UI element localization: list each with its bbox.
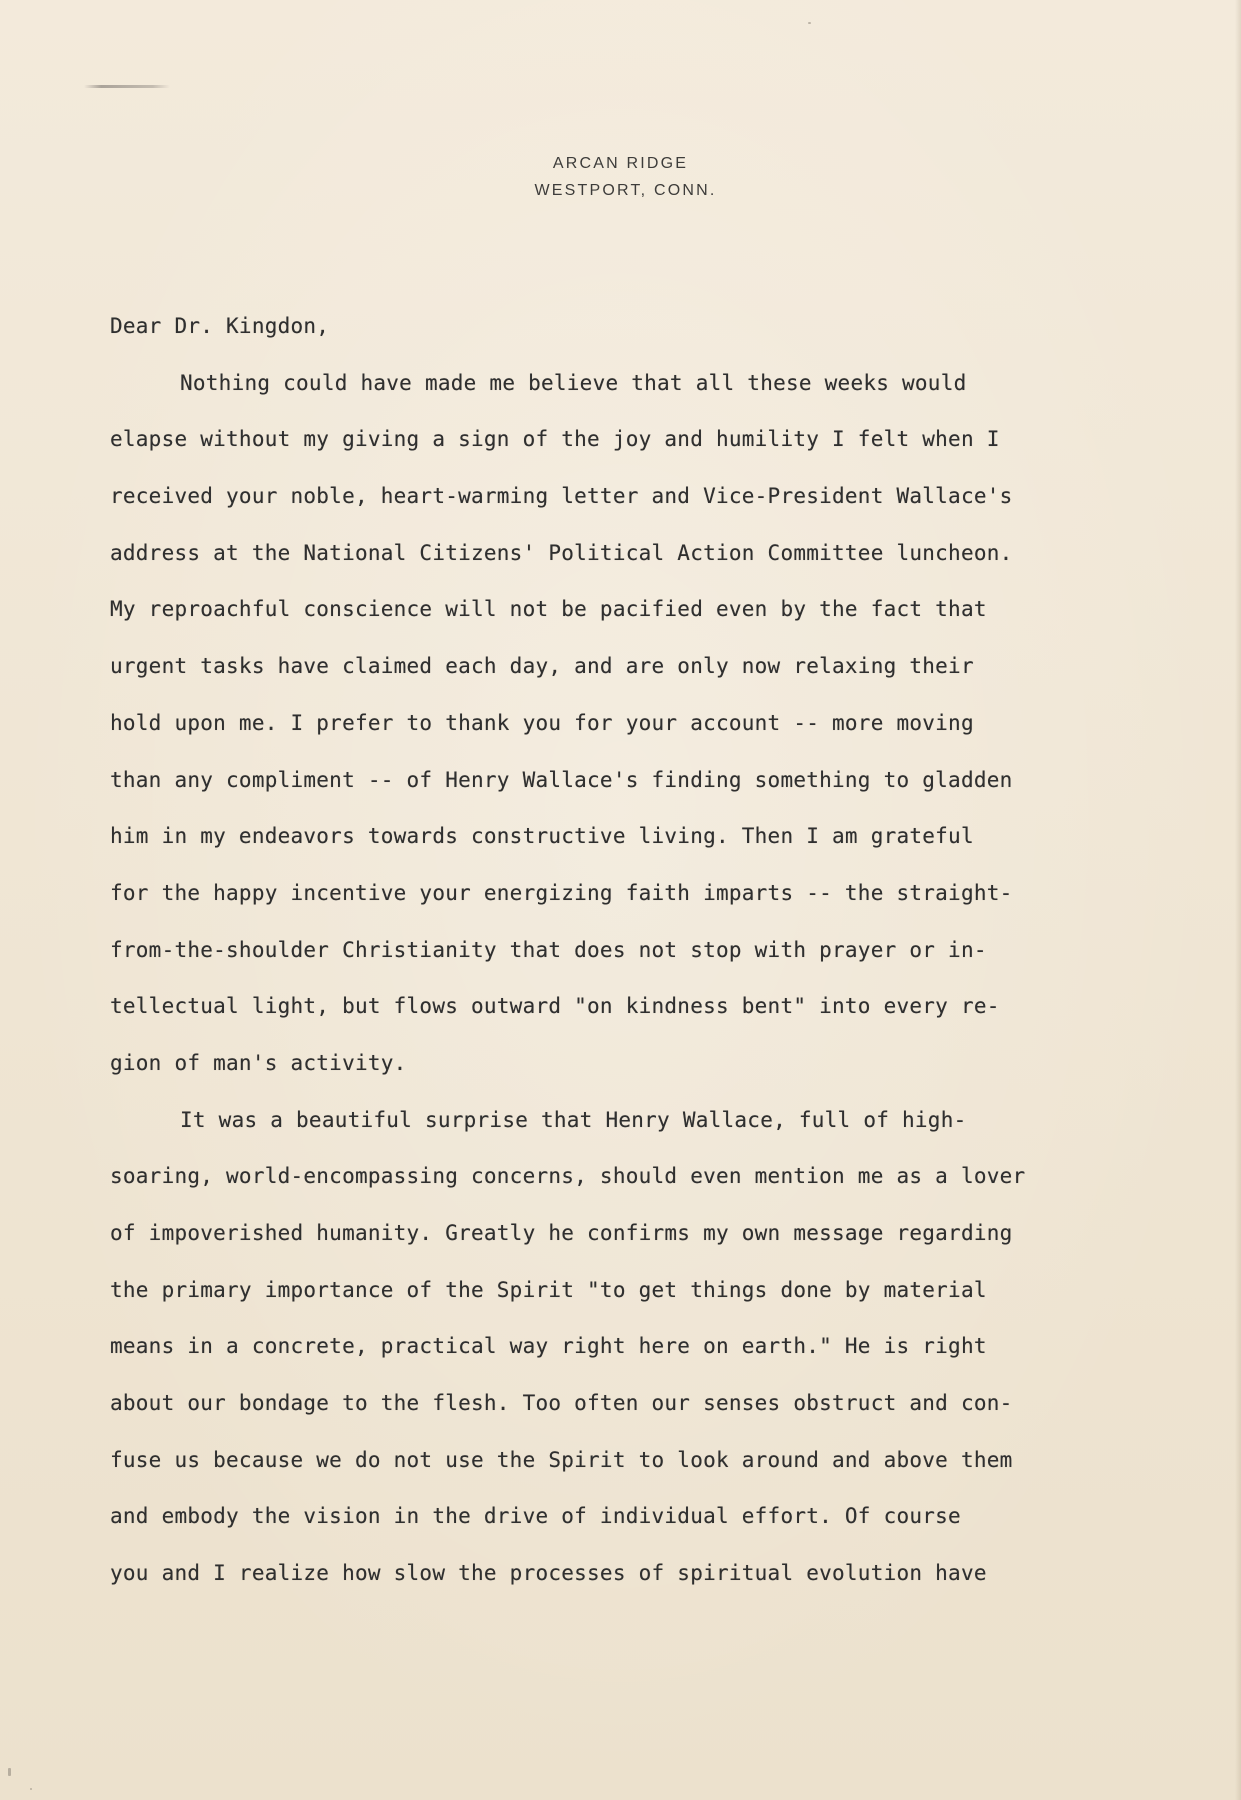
paper-speck <box>8 1768 11 1776</box>
paragraph-1-line: urgent tasks have claimed each day, and are only now relaxing their <box>110 654 974 679</box>
paragraph-1-line: Nothing could have made me believe that all these weeks would <box>180 370 967 395</box>
letterhead-town: WESTPORT, CONN. <box>534 182 717 199</box>
salutation: Dear Dr. Kingdon, <box>110 314 330 338</box>
paragraph-2-line: It was a beautiful surprise that Henry Wallace, full of high- <box>180 1107 967 1132</box>
paragraph-1-line: address at the National Citizens' Political Action Committee luncheon. <box>110 540 1013 565</box>
page-edge <box>1235 0 1241 1800</box>
paragraph-2-line: about our bondage to the flesh. Too often our senses obstruct and con- <box>110 1391 1013 1416</box>
paragraph-2-line: fuse us because we do not use the Spirit to look around and above them <box>110 1447 1013 1472</box>
paragraph-1-line: received your noble, heart-warming letter and Vice-President Wallace's <box>110 484 1013 509</box>
paragraph-1-line: for the happy incentive your energizing faith imparts -- the straight- <box>110 880 1013 905</box>
paragraph-1-line: elapse without my giving a sign of the joy and humility I felt when I <box>110 427 1000 452</box>
paragraph-1-line: gion of man's activity. <box>110 1050 407 1075</box>
paper-speck <box>30 1788 32 1790</box>
paragraph-2-line: you and I realize how slow the processes of spiritual evolution have <box>110 1561 987 1586</box>
letterhead <box>0 150 1241 204</box>
letterhead-estate: ARCAN RIDGE <box>552 155 689 172</box>
paragraph-1-line: hold upon me. I prefer to thank you for your account -- more moving <box>110 710 974 735</box>
paper-speck <box>808 22 811 24</box>
pencil-mark <box>84 85 170 88</box>
paragraph-2-line: and embody the vision in the drive of individual effort. Of course <box>110 1504 961 1529</box>
paragraph-2-line: soaring, world-encompassing concerns, should even mention me as a lover <box>110 1164 1026 1189</box>
paragraph-1-line: My reproachful conscience will not be pacified even by the fact that <box>110 597 987 622</box>
paragraph-1-line: from-the-shoulder Christianity that does not stop with prayer or in- <box>110 937 987 962</box>
paragraph-1-line: than any compliment -- of Henry Wallace's finding something to gladden <box>110 767 1013 792</box>
paragraph-1-line: tellectual light, but flows outward "on kindness bent" into every re- <box>110 994 1000 1019</box>
paragraph-2-line: means in a concrete, practical way right here on earth." He is right <box>110 1334 987 1359</box>
letter-body <box>110 306 1150 1610</box>
paragraph-2-line: the primary importance of the Spirit "to get things done by material <box>110 1277 987 1302</box>
paragraph-2-line: of impoverished humanity. Greatly he confirms my own message regarding <box>110 1221 1013 1245</box>
paragraph-1-line: him in my endeavors towards constructive living. Then I am grateful <box>110 824 974 849</box>
